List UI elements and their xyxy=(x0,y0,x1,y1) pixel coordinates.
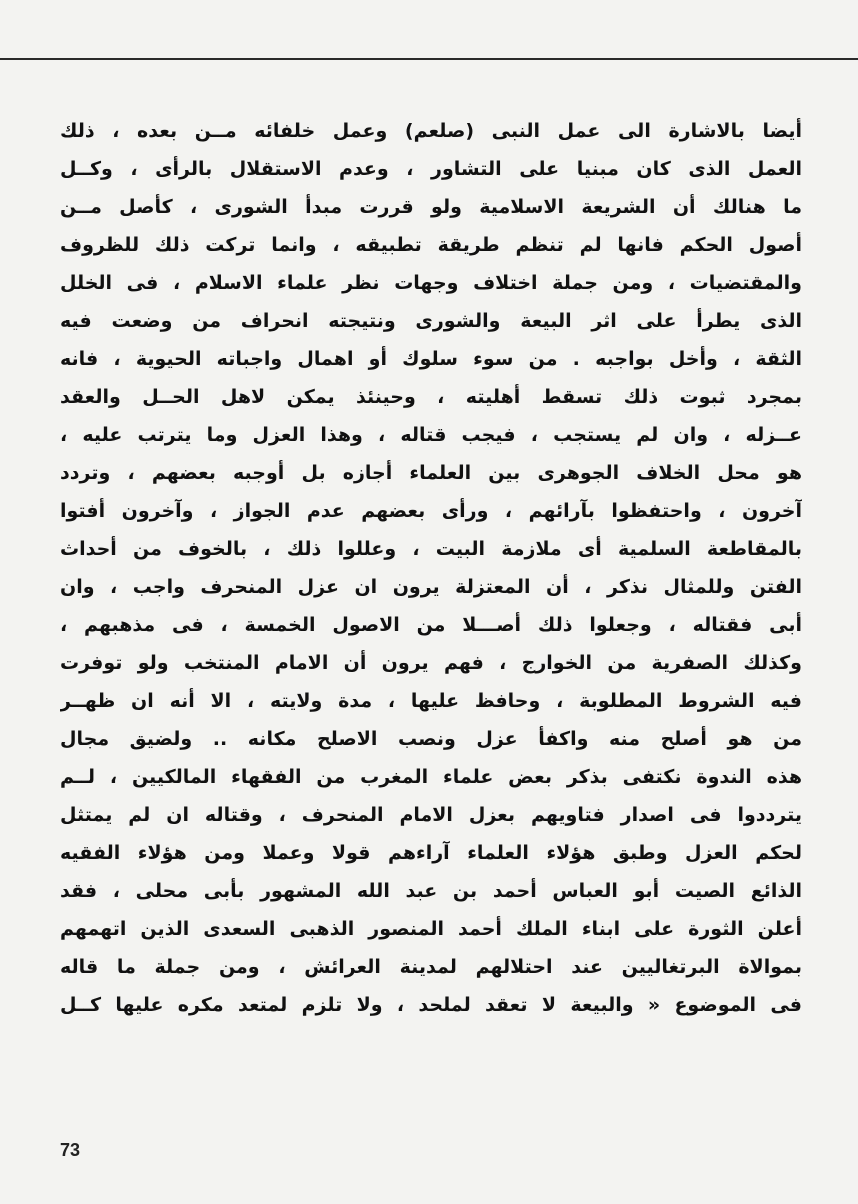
text-line: عــزله ، وان لم يستجب ، فيجب قتاله ، وهذا العزل وما يترتب عليه ، xyxy=(60,424,802,446)
text-line: بموالاة البرتغاليين عند احتلالهم لمدينة العرائش ، ومن جملة ما قاله xyxy=(60,956,802,978)
text-line: أيضا بالاشارة الى عمل النبى (صلعم) وعمل خلفائه مــن بعده ، ذلك xyxy=(60,120,802,142)
page-number: 73 xyxy=(60,1140,81,1160)
text-line: الذائع الصيت أبو العباس أحمد بن عبد الله المشهور بأبى محلى ، فقد xyxy=(60,880,802,902)
text-line: لحكم العزل وطبق هؤلاء العلماء آراءهم قولا وعملا ومن هؤلاء الفقيه xyxy=(60,842,802,864)
text-line: من هو أصلح منه واكفأ عزل ونصب الاصلح مكانه .. ولضيق مجال xyxy=(60,728,802,750)
text-line: فيه الشروط المطلوبة ، وحافظ عليها ، مدة ولايته ، الا أنه ان ظهــر xyxy=(60,690,802,712)
text-line: الذى يطرأ على اثر البيعة والشورى ونتيجته انحراف من وضعت فيه xyxy=(60,310,802,332)
header-rule xyxy=(0,58,858,60)
text-line: آخرون ، واحتفظوا بآرائهم ، ورأى بعضهم عدم الجواز ، وآخرون أفتوا xyxy=(60,500,802,522)
text-line: والمقتضيات ، ومن جملة اختلاف وجهات نظر علماء الاسلام ، فى الخلل xyxy=(60,272,802,294)
text-line: أصول الحكم فانها لم تنظم طريقة تطبيقه ، وانما تركت ذلك للظروف xyxy=(60,234,802,256)
text-line: وكذلك الصفرية من الخوارج ، فهم يرون أن الامام المنتخب ولو توفرت xyxy=(60,652,802,674)
text-line: ما هنالك أن الشريعة الاسلامية ولو قررت مبدأ الشورى ، كأصل مــن xyxy=(60,196,802,218)
text-line: بالمقاطعة السلمية أى ملازمة البيت ، وعللوا ذلك ، بالخوف من أحداث xyxy=(60,538,802,560)
text-line: يترددوا فى اصدار فتاويهم بعزل الامام المنحرف ، وقتاله ان لم يمتثل xyxy=(60,804,802,826)
text-line: بمجرد ثبوت ذلك تسقط أهليته ، وحينئذ يمكن لاهل الحــل والعقد xyxy=(60,386,802,408)
page-body-text xyxy=(60,112,802,1024)
text-line: فى الموضوع « والبيعة لا تعقد لملحد ، ولا تلزم لمتعد مكره عليها كــل xyxy=(60,994,802,1016)
text-line: هو محل الخلاف الجوهرى بين العلماء أجازه بل أوجبه بعضهم ، وتردد xyxy=(60,462,802,484)
text-line: الفتن وللمثال نذكر ، أن المعتزلة يرون ان عزل المنحرف واجب ، وان xyxy=(60,576,802,598)
text-line: هذه الندوة نكتفى بذكر بعض علماء المغرب من الفقهاء المالكيين ، لــم xyxy=(60,766,802,788)
text-line: أعلن الثورة على ابناء الملك أحمد المنصور الذهبى السعدى الذين اتهمهم xyxy=(60,918,802,940)
text-line: العمل الذى كان مبنيا على التشاور ، وعدم الاستقلال بالرأى ، وكــل xyxy=(60,158,802,180)
text-line: الثقة ، وأخل بواجبه . من سوء سلوك أو اهمال واجباته الحيوية ، فانه xyxy=(60,348,802,370)
text-line: أبى فقتاله ، وجعلوا ذلك أصـــلا من الاصول الخمسة ، فى مذهبهم ، xyxy=(60,614,802,636)
